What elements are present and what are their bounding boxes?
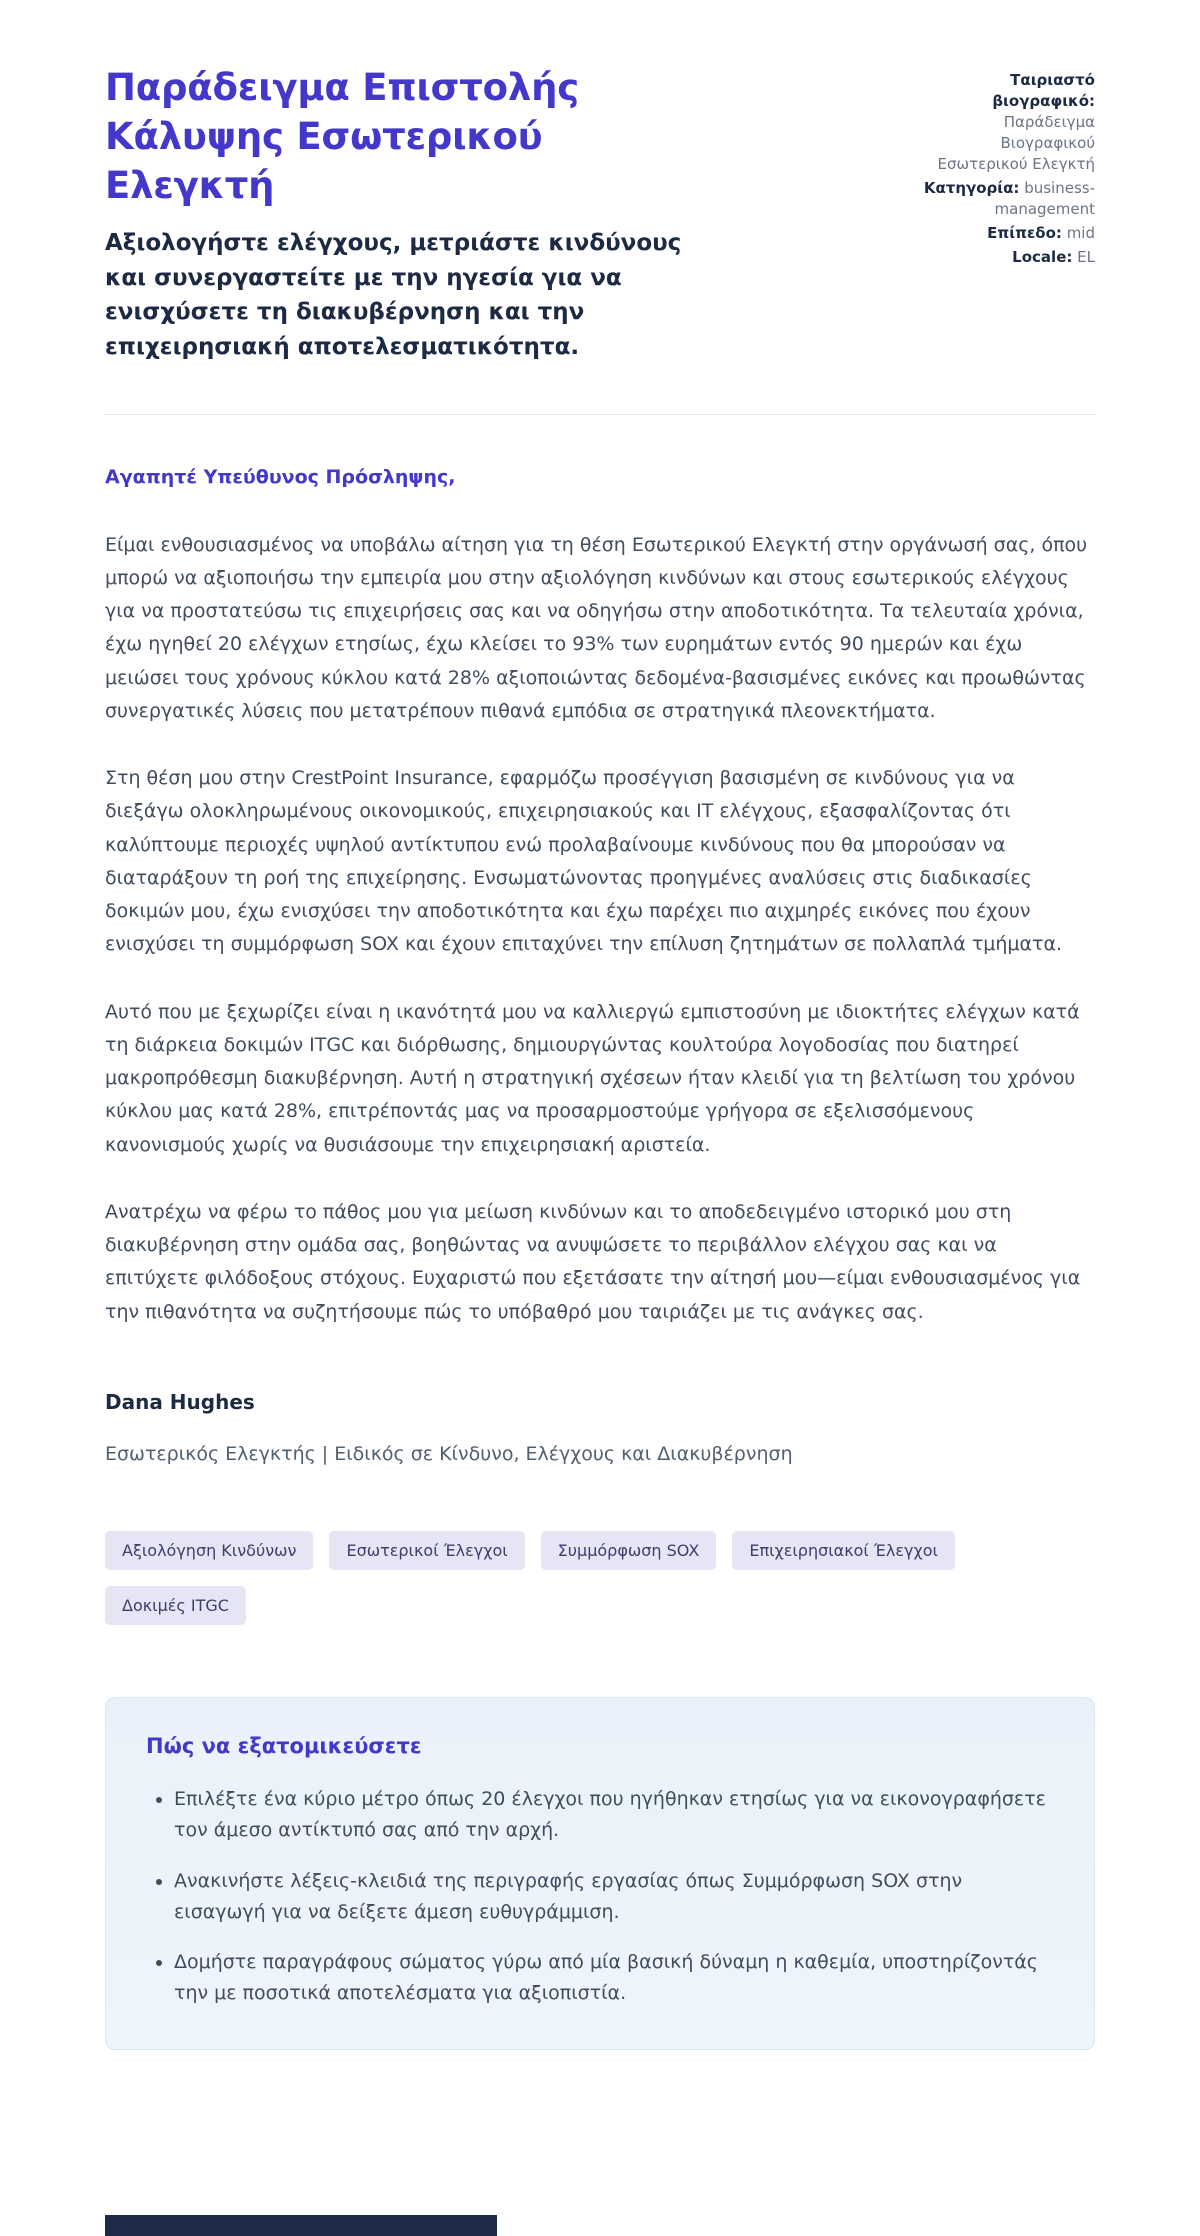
tag-chip-operational-audits[interactable]: Επιχειρησιακοί Έλεγχοι xyxy=(732,1531,955,1570)
tag-chip-internal-controls[interactable]: Εσωτερικοί Έλεγχοι xyxy=(329,1531,524,1570)
divider xyxy=(105,414,1095,415)
tip-item-3: • Δομήστε παραγράφους σώματος γύρω από μία βασική δύναμη η καθεμία, υποστηρίζοντάς την με ποσοτικά αποτελέσματα για αξιοπιστία. xyxy=(174,1947,1054,2009)
letter-paragraph-3: Αυτό που με ξεχωρίζει είναι η ικανότητά μου να καλλιεργώ εμπιστοσύνη με ιδιοκτήτες ελέγχων κατά τη διάρκεια δοκιμών ITGC και διόρθωσης, δημιουργώντας κουλτούρα λογοδοσίας που διατηρεί μακροπρόθεσμη διακυβέρνηση. Αυτή η στρατηγική σχέσεων ήταν κλειδί για τη βελτίωση του χρόνου κύκλου μας κατά 28%, επιτρέποντάς μας να προσαρμοστούμε γρήγορα σε εξελισσόμενους κανονισμούς χωρίς να θυσιάσουμε την επιχειρησιακή αριστεία. xyxy=(105,1000,1080,1156)
tips-title: Πώς να εξατομικεύσετε xyxy=(146,1734,422,1759)
tag-chip-itgc-testing[interactable]: Δοκιμές ITGC xyxy=(105,1586,246,1625)
meta-value-level: mid xyxy=(1066,224,1095,242)
meta-label-category: Κατηγορία: xyxy=(923,179,1020,197)
tip-item-2: • Ανακινήστε λέξεις-κλειδιά της περιγραφής εργασίας όπως Συμμόρφωση SOX στην εισαγωγή για να δείξετε άμεση ευθυγράμμιση. xyxy=(174,1866,1054,1928)
tips-box xyxy=(105,1697,1095,2050)
meta-row-matched-resume xyxy=(923,70,1095,175)
tips-list xyxy=(146,1784,1054,2009)
tag-chip-risk-assessment[interactable]: Αξιολόγηση Κινδύνων xyxy=(105,1531,313,1570)
tag-chip-sox-compliance[interactable]: Συμμόρφωση SOX xyxy=(541,1531,717,1570)
meta-value-matched-resume: Παράδειγμα Βιογραφικού Εσωτερικού Ελεγκτή xyxy=(937,113,1095,173)
tag-list xyxy=(105,1531,1085,1625)
meta-label-level: Επίπεδο: xyxy=(987,224,1062,242)
footer-bar xyxy=(105,2215,497,2236)
meta-panel xyxy=(923,64,1095,364)
meta-value-category: business-management xyxy=(994,179,1095,218)
letter-paragraph-1: Είμαι ενθουσιασμένος να υποβάλω αίτηση για τη θέση Εσωτερικού Ελεγκτή στην οργάνωσή σας, όπου μπορώ να αξιοποιήσω την εμπειρία μου στην αξιολόγηση κινδύνων και στους εσωτερικούς ελέγχους για να προστατεύσω τις επιχειρήσεις σας και να οδηγήσω στην αποδοτικότητα. Τα τελευταία χρόνια, έχω ηγηθεί 20 ελέγχων ετησίως, έχω κλείσει το 93% των ευρημάτων εντός 90 ημερών και έχω μειώσει τους χρόνους κύκλου κατά 28% αξιοποιώντας δεδομένα-βασισμένες εικόνες και προωθώντας συνεργατικές λύσεις που μετατρέπουν πιθανά εμπόδια σε στρατηγικά πλεονεκτήματα. xyxy=(105,533,1088,722)
meta-value-locale: EL xyxy=(1077,248,1095,266)
page-subtitle: Αξιολογήστε ελέγχους, μετριάστε κινδύνους και συνεργαστείτε με την ηγεσία για να ενισχύσετε τη διακυβέρνηση και την επιχειρησιακή αποτελεσματικότητα. xyxy=(105,230,682,360)
cover-letter xyxy=(105,461,1095,1471)
header-text-block xyxy=(105,64,720,364)
signature-role: Εσωτερικός Ελεγκτής | Ειδικός σε Κίνδυνο, Ελέγχους και Διακυβέρνηση xyxy=(105,1442,793,1465)
letter-paragraph-2: Στη θέση μου στην CrestPoint Insurance, εφαρμόζω προσέγγιση βασισμένη σε κινδύνους για να διεξάγω ολοκληρωμένους οικονομικούς, επιχειρησιακούς και IT ελέγχους, εξασφαλίζοντας ότι καλύπτουμε περιοχές υψηλού αντίκτυπου ενώ προλαβαίνουμε κινδύνους που θα μπορούσαν να διαταράξουν τη ροή της επιχείρησης. Ενσωματώνοντας προηγμένες αναλύσεις στις διαδικασίες δοκιμών μου, έχω ενισχύσει την αποδοτικότητα και έχω παρέχει πιο αιχμηρές εικόνες που έχουν ενισχύσει τη συμμόρφωση SOX και έχουν επιταχύνει την επίλυση ζητημάτων σε πολλαπλά τμήματα. xyxy=(105,767,1063,956)
meta-row-category xyxy=(923,178,1095,220)
signature-block xyxy=(105,1385,1095,1471)
meta-label-locale: Locale: xyxy=(1012,248,1073,266)
page-title: Παράδειγμα Επιστολής Κάλυψης Εσωτερικού Ελεγκτή xyxy=(105,66,579,207)
salutation: Αγαπητέ Υπεύθυνος Πρόσληψης, xyxy=(105,466,456,489)
meta-label-matched-resume: Ταιριαστό βιογραφικό: xyxy=(992,71,1095,110)
tip-item-1: • Επιλέξτε ένα κύριο μέτρο όπως 20 έλεγχοι που ηγήθηκαν ετησίως για να εικονογραφήσετε τον άμεσο αντίκτυπό σας από την αρχή. xyxy=(174,1784,1054,1846)
header xyxy=(105,64,1095,364)
letter-paragraph-4: Ανατρέχω να φέρω το πάθος μου για μείωση κινδύνων και το αποδεδειγμένο ιστορικό μου στη διακυβέρνηση στην ομάδα σας, βοηθώντας να ανυψώσετε το περιβάλλον ελέγχου σας και να επιτύχετε φιλόδοξους στόχους. Ευχαριστώ που εξετάσατε την αίτησή μου—είμαι ενθουσιασμένος για την πιθανότητα να συζητήσουμε πώς το υπόβαθρό μου ταιριάζει με τις ανάγκες σας. xyxy=(105,1200,1081,1323)
signature-name: Dana Hughes xyxy=(105,1389,255,1414)
meta-row-locale xyxy=(923,247,1095,268)
meta-row-level xyxy=(923,223,1095,244)
